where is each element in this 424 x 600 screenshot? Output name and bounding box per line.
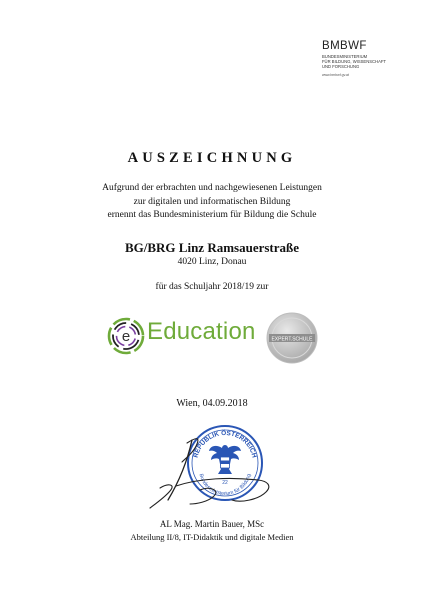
intro-line-2: zur digitalen und informatischen Bildung (133, 196, 291, 207)
ministry-acronym: BMBWF (322, 40, 367, 52)
eeducation-wordmark: Education (147, 318, 256, 345)
ministry-full-name: BUNDESMINISTERIUM FÜR BILDUNG, WISSENSCHAFT UND FORSCHUNG (322, 54, 386, 69)
seal-bottom-text: Bundesministerium für Bildung (197, 473, 253, 498)
issue-date: Wien, 04.09.2018 (176, 398, 248, 409)
school-name: BG/BRG Linz Ramsauerstraße (124, 240, 300, 255)
seal-number: 22 (222, 480, 228, 486)
eeducation-letter: e (121, 328, 131, 345)
expert-school-badge-icon (266, 312, 318, 364)
signer-name: AL Mag. Martin Bauer, MSc (159, 519, 265, 529)
seal-top-text: REPUBLIK ÖSTERREICH (192, 429, 258, 459)
school-city: 4020 Linz, Donau (177, 257, 247, 267)
ministry-logo (322, 40, 417, 77)
signer-department: Abteilung II/8, IT-Didaktik und digitale Medien (130, 532, 294, 542)
intro-line-1: Aufgrund der erbrachten und nachgewiesenen Leistungen (102, 183, 322, 193)
ministry-url: www.bmbwf.gv.at (322, 73, 349, 77)
handwritten-signature-icon (140, 428, 275, 513)
school-year-text: für das Schuljahr 2018/19 zur (155, 282, 269, 292)
certificate-title: AUSZEICHNUNG (127, 150, 297, 166)
certificate-intro (0, 182, 424, 223)
intro-line-3: ernennt das Bundesministerium für Bildung die Schule (107, 210, 317, 220)
badge-text: EXPERT.SCHULE (271, 336, 313, 343)
